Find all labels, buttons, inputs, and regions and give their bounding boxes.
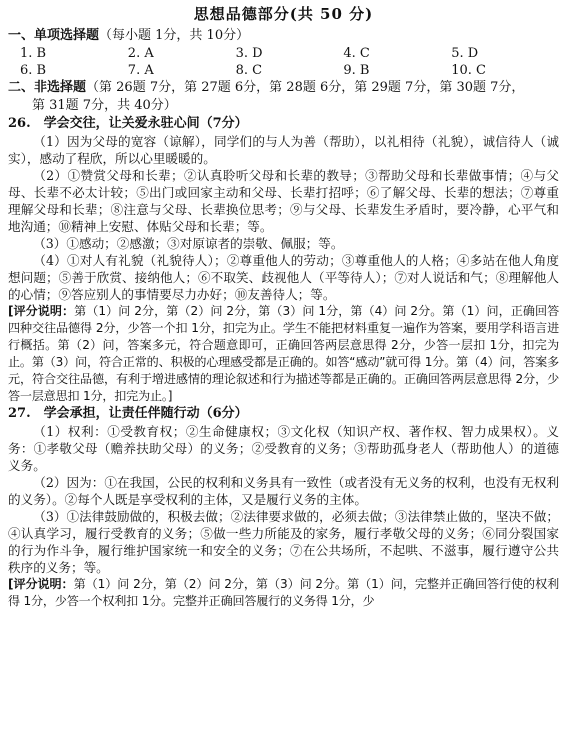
section1-heading xyxy=(8,27,559,45)
q27-scoring-notes xyxy=(8,576,559,610)
answer-item: 5. D xyxy=(451,46,479,61)
q26-answer-1: （1）因为父母的宽容（谅解），同学们的与人为善（帮助），以礼相待（礼貌），诚信待人（诚实），感动了程欣，所以心里暖暖的。 xyxy=(8,134,559,166)
answer-item: 1. B xyxy=(20,46,47,61)
section2-note-line1: （第 26题 7分，第 27题 6分，第 28题 6分，第 29题 7分，第 30题 7分， xyxy=(86,80,525,95)
q26-scoring-notes xyxy=(8,303,559,405)
answer-item: 4. C xyxy=(343,46,370,61)
q27-answer-1: （1）权利：①受教育权；②生命健康权；③文化权（知识产权、著作权、智力成果权）。义务：①孝敬父母（赡养扶助父母）的义务；②受教育的义务；③帮助孤身老人（帮助他人）的道德义务。 xyxy=(8,424,559,473)
q26-heading: 26. 学会交往，让关爱永驻心间（7分） xyxy=(8,116,248,131)
page-title: 思想品德部分(共 50 分) xyxy=(193,5,374,23)
q27-scoring-label: [评分说明： xyxy=(8,577,74,591)
q26-scoring-text: 第（1）问 2分，第（2）问 2分，第（3）问 1分，第（4）问 2分。第（1）问，正确回答四种交往品德得 2分，少答一个扣 1分，扣完为止。学生不能把材料重复一遍作为答案，要用学科语言进行概括。第（2）问，答案多元，符合题意即可，正确回答两层意思得 2分，少答一层扣 1分，扣完为止。第（3）问，符合正常的、积极的心理感受都是正确的。如答“感动”就可得 1分。第（4）问，答案多元，符合交往品德，有利于增进感情的理论叙述和行为描述等都是正确的。正确回答两层意思得 2分，少答一层意思扣 1分，扣完为止。] xyxy=(8,304,559,403)
q26-answer-3: （3）①感动；②感激；③对原谅者的崇敬、佩服；等。 xyxy=(33,236,344,251)
answer-item: 10. C xyxy=(451,63,486,78)
answer-item: 2. A xyxy=(127,46,154,61)
answer-item: 3. D xyxy=(235,46,263,61)
q27-answer-3: （3）①法律鼓励做的，积极去做；②法律要求做的，必须去做；③法律禁止做的，坚决不做；④认真学习，履行受教育的义务；⑤做一些力所能及的家务，履行孝敬父母的义务；⑥同分裂国家的行为作斗争，履行维护国家统一和安全的义务；⑦在公共场所，不起哄、不滋事，履行遵守公共秩序的义务；等。 xyxy=(8,509,559,575)
q26-answer-4: （4）①对人有礼貌（礼貌待人）；②尊重他人的劳动；③尊重他人的人格；④多站在他人角度想问题；⑤善于欣赏、接纳他人；⑥不取笑、歧视他人（平等待人）；⑦对人说话和气；⑧理解他人的心情；⑨答应别人的事情要尽力办好；⑩友善待人；等。 xyxy=(8,253,559,302)
section2-heading xyxy=(8,79,559,97)
answer-item: 8. C xyxy=(235,63,263,78)
section1-heading-text: 一、单项选择题 xyxy=(8,28,100,43)
q27-scoring-text: 第（1）问 2分，第（2）问 2分，第（3）问 2分。第（1）问，完整并正确回答行使的权利得 1分，少答一个权利扣 1分。完整并正确回答履行的义务得 1分，少 xyxy=(8,577,559,608)
section2-note-line2-text: 第 31题 7分，共 40分） xyxy=(32,98,177,113)
section2-note-line2 xyxy=(8,97,559,115)
section1-note: （每小题 1分，共 10分） xyxy=(99,28,250,43)
q26-scoring-label: [评分说明： xyxy=(8,304,75,318)
answer-item: 6. B xyxy=(20,63,47,78)
q26-answer-2: （2）①赞赏父母和长辈；②认真聆听父母和长辈的教导；③帮助父母和长辈做事情；④与父母、长辈不必太计较；⑤出门或回家主动和父母、长辈打招呼；⑥了解父母、长辈的想法；⑦尊重理解父母和长辈；⑧注意与父母、长辈换位思考；⑨与父母、长辈发生矛盾时，要冷静，心平气和地沟通；⑩精神上安慰、体贴父母和长辈；等。 xyxy=(8,168,559,234)
answer-item: 7. A xyxy=(127,63,154,78)
q27-heading: 27. 学会承担，让责任伴随行动（6分） xyxy=(8,406,248,421)
section2-heading-text: 二、非选择题 xyxy=(8,80,87,95)
q27-answer-2: （2）因为：①在我国，公民的权利和义务具有一致性（或者没有无义务的权利，也没有无权利的义务）。②每个人既是享受权利的主体，又是履行义务的主体。 xyxy=(8,475,559,507)
choice-answers xyxy=(20,45,559,79)
answer-item: 9. B xyxy=(343,63,370,78)
